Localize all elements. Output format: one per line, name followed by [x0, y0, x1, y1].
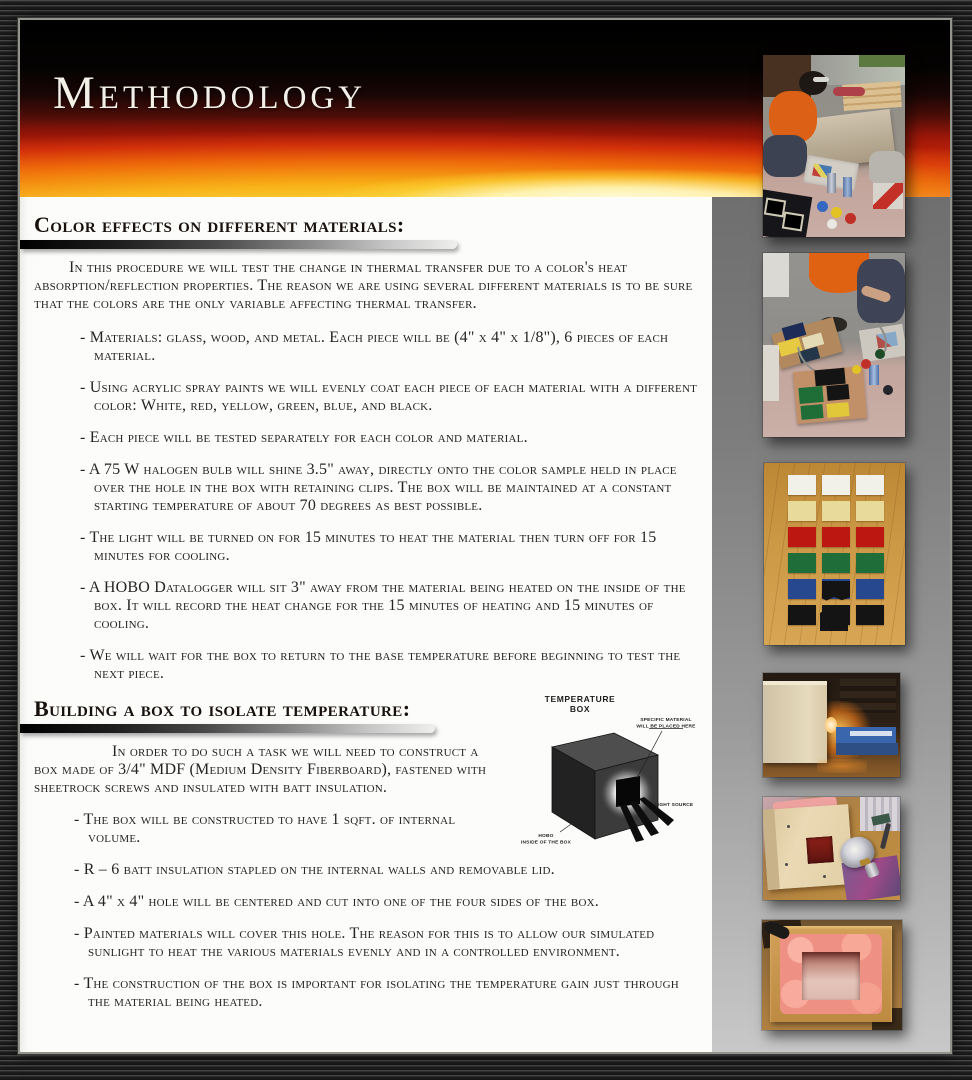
diagram-label-material-line1: SPECIFIC MATERIAL: [640, 718, 692, 723]
bullet-item: - A HOBO Datalogger will sit 3" away from the material being heated on the inside of the box. It will record the heat change for the 15 minutes of heating and 15 minutes of cooling.: [80, 579, 686, 632]
diagram-label-hobo-line2: INSIDE OF THE BOX: [520, 840, 572, 846]
floor-reflection: [817, 759, 867, 773]
headband: [813, 77, 829, 82]
paint-sample-square: [788, 579, 816, 599]
paint-sample-square: [856, 527, 884, 547]
paint-cap-dark: [883, 385, 893, 395]
paint-sample-square: [822, 475, 850, 495]
photo-box-hole-with-halogen-bulb: [763, 797, 900, 900]
bullet-item: - The light will be turned on for 15 minutes to heat the material then turn off for 15 minutes for cooling.: [80, 529, 657, 564]
section-heading-building-box: Building a box to isolate temperature:: [34, 696, 411, 721]
bullet-item: - Painted materials will cover this hole. The reason for this is to allow our simulated sunlight to heat the various materials evenly and in a controlled environment.: [74, 925, 655, 960]
photo-painted-sample-grid: [764, 463, 905, 645]
section-heading-color-effects: Color effects on different materials:: [34, 212, 405, 237]
hobo-pointer-line: [560, 822, 574, 832]
screw: [823, 875, 826, 878]
heading-underline-bar: [20, 240, 457, 249]
paint-cap-red: [845, 213, 856, 224]
heading-underline-bar: [20, 724, 435, 733]
paint-cap-red: [861, 359, 871, 369]
photo-box-interior-insulation: [762, 920, 902, 1030]
foil-box-label: [850, 731, 892, 736]
page-frame: [20, 20, 950, 1052]
paint-cap-green: [875, 349, 885, 359]
bullet-item: - The box will be constructed to have 1 sqft. of internal volume.: [74, 811, 456, 846]
box-top-edge: [763, 681, 827, 685]
paint-sample-square: [856, 475, 884, 495]
paint-sample-square: [788, 501, 816, 521]
foil-box-2: [836, 743, 898, 755]
intro-paragraph-building-box: In order to do such a task we will need to construct a box made of 3/4" MDF (Medium Density Fiberboard), fastened with sheetrock screws and insulated with batt insulation.: [34, 743, 487, 796]
page-title: Methodology: [53, 67, 367, 119]
photo-box-glowing-with-light: [763, 673, 900, 777]
sample-grid: [788, 475, 884, 625]
paint-cap-blue: [817, 201, 828, 212]
bullet-item: - Each piece will be tested separately for each color and material.: [80, 429, 528, 446]
bullet-item: - A 75 W halogen bulb will shine 3.5" away, directly onto the color sample held in place over the hole in the box with retaining clips. The box will be maintained at a constant starting temperature of about 70 degrees as best possible.: [80, 461, 677, 514]
diagram-label-material-line2: WILL BE PLACED HERE: [636, 724, 696, 730]
paint-sample-square: [822, 553, 850, 573]
spray-can: [843, 177, 852, 197]
diagram-title-line1: TEMPERATURE: [544, 694, 616, 704]
bullet-item: - Materials: glass, wood, and metal. Each piece will be (4" x 4" x 1/8"), 6 pieces of each material.: [80, 329, 669, 364]
paint-sample-square: [856, 553, 884, 573]
paint-sample-square: [822, 501, 850, 521]
bullet-item: - R – 6 batt insulation stapled on the internal walls and removable lid.: [74, 861, 555, 878]
paint-sample-square: [822, 527, 850, 547]
bushes: [859, 55, 905, 67]
box-cavity: [802, 952, 860, 1000]
screw: [787, 825, 790, 828]
paint-sample-square: [788, 553, 816, 573]
intro-paragraph-color-effects: In this procedure we will test the change in thermal transfer due to a color's heat absorption/reflection properties. The reason we are using several different materials is to be sure that the colors are the only variable affecting thermal transfer.: [34, 259, 693, 312]
paint-sample-square: [856, 501, 884, 521]
bullet-item: - We will wait for the box to return to the base temperature before beginning to test the next piece.: [80, 647, 681, 682]
paint-sample-square: [856, 579, 884, 599]
white-wall: [763, 253, 789, 297]
paint-cap-yellow: [831, 207, 842, 218]
bullet-list-color-effects: [80, 329, 702, 683]
spray-can: [869, 365, 879, 385]
bullet-item: - Using acrylic spray paints we will evenly coat each piece of each material with a different color: White, red, yellow, green, blue, and black.: [80, 379, 698, 414]
paint-sample-square: [856, 605, 884, 625]
person-jeans: [763, 135, 807, 177]
temperature-box-diagram: [516, 689, 702, 851]
photo-arranging-painted-samples: [763, 253, 905, 437]
paint-sample-square: [788, 527, 816, 547]
red-roller: [833, 87, 865, 96]
bullet-item: - The construction of the box is important for isolating the temperature gain just through the material being heated.: [74, 975, 679, 1010]
main-content: [20, 197, 712, 1052]
bullet-item: - A 4" x 4" hole will be centered and cut into one of the four sides of the box.: [74, 893, 599, 910]
wood-stack: [842, 81, 902, 111]
white-box-edge: [763, 345, 779, 401]
diagram-label-hobo-line1: HOBO: [538, 834, 554, 839]
paint-sample-square: [788, 475, 816, 495]
paint-cap-white: [827, 219, 837, 229]
diagram-label-light-source: LIGHT SOURCE: [654, 803, 694, 808]
photo-spray-painting-in-garage: [763, 55, 905, 237]
paint-cap-yellow: [852, 365, 861, 374]
diagram-title-line2: BOX: [569, 704, 591, 714]
wrapped-items: [869, 151, 905, 185]
sample-hole: [806, 836, 834, 864]
paint-sample-square: [788, 605, 816, 625]
mdf-box: [763, 681, 827, 763]
broken-black-piece: [820, 609, 848, 631]
red-paint-pack: [873, 183, 903, 209]
screw: [785, 863, 788, 866]
spray-can: [827, 173, 836, 193]
